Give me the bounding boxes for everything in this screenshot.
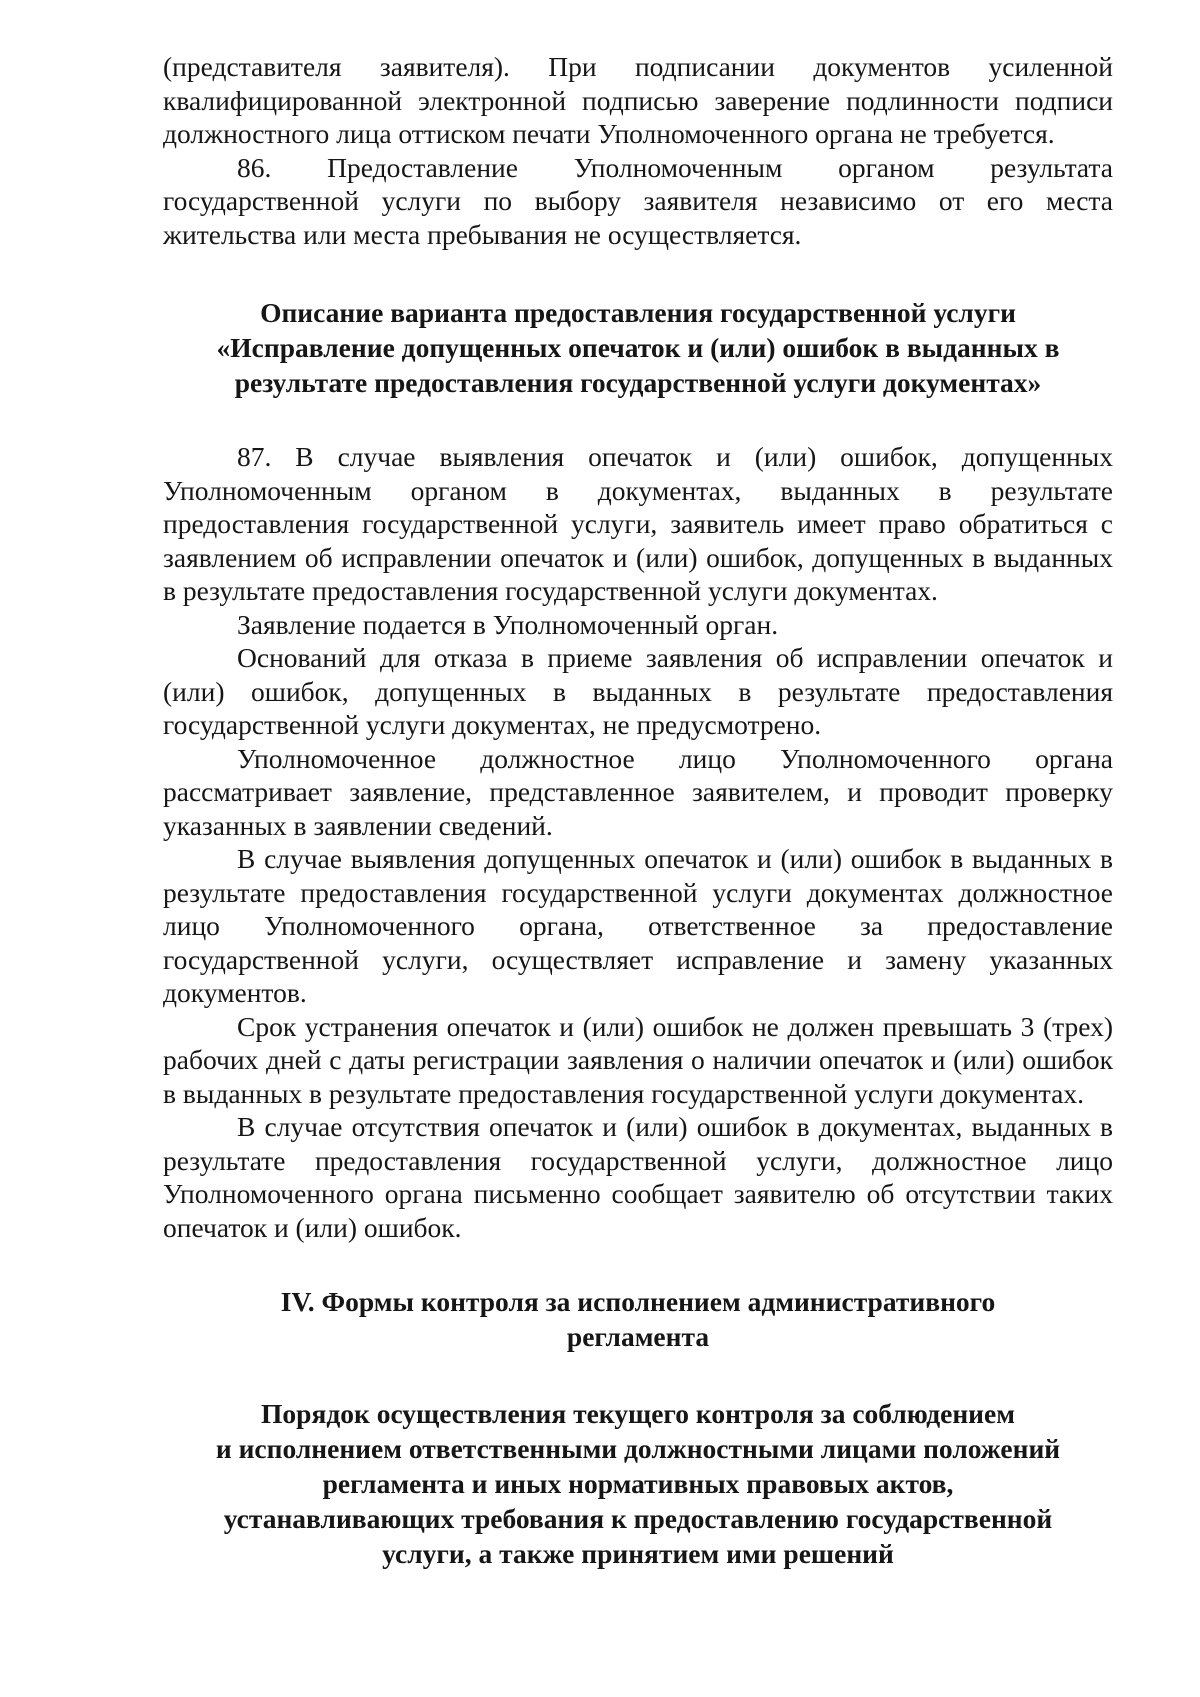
heading-line: услуги, а также принятием ими решений [382, 1538, 894, 1569]
paragraph-application-submission: Заявление подается в Уполномоченный орган. [237, 608, 779, 640]
paragraph-86: 86. Предоставление Уполномоченным органом результата государственной услуги по выбору заявителя независимо от его места жительства или места пребывания не осуществляется. [163, 151, 1113, 250]
heading-line: Порядок осуществления текущего контроля за соблюдением [261, 1398, 1015, 1429]
heading-line: Описание варианта предоставления государственной услуги [260, 297, 1016, 328]
paragraph-signature-continuation: (представителя заявителя). При подписании документов усиленной квалифицированной электронной подписью заверение подлинности подписи должностного лица оттиском печати Уполномоченного органа не требуется. [163, 51, 1113, 149]
paragraph-87: 87. В случае выявления опечаток и (или) ошибок, допущенных Уполномоченным органом в документах, выданных в результате предоставления государственной услуги, заявитель имеет право обратиться с заявлением об исправлении опечаток и (или) ошибок, допущенных в выданных в результате предоставления государственной услуги документах. [163, 441, 1113, 606]
heading-line: IV. Формы контроля за исполнением административного [280, 1286, 996, 1317]
paragraph-correction: В случае выявления допущенных опечаток и (или) ошибок в выданных в результате предоставления государственной услуги документах должностное лицо Уполномоченного органа, ответственное за предоставление государственной услуги, осуществляет исправление и замену указанных документов. [163, 843, 1113, 1008]
paragraph-no-errors: В случае отсутствия опечаток и (или) ошибок в документах, выданных в результате предоставления государственной услуги, должностное лицо Уполномоченного органа письменно сообщает заявителю об отсутствии таких опечаток и (или) ошибок. [163, 1111, 1113, 1243]
heading-line: устанавливающих требования к предоставлению государственной [223, 1503, 1053, 1534]
heading-line: регламента и иных нормативных правовых актов, [322, 1468, 954, 1499]
heading-line: «Исправление допущенных опечаток и (или) ошибок в выданных в [216, 332, 1060, 363]
heading-line: и исполнением ответственными должностными лицами положений [215, 1433, 1061, 1464]
heading-line: регламента [566, 1321, 710, 1352]
heading-line: результате предоставления государственной услуги документах» [234, 367, 1042, 398]
paragraph-refusal-grounds: Оснований для отказа в приеме заявления об исправлении опечаток и (или) ошибок, допущенных в выданных в результате предоставления государственной услуги документах, не предусмотрено. [163, 642, 1113, 740]
section-heading-correction-variant [163, 295, 1113, 400]
document-page [163, 50, 1113, 1571]
section-heading-iv [163, 1284, 1113, 1354]
section-heading-current-control [163, 1396, 1113, 1571]
paragraph-deadline: Срок устранения опечаток и (или) ошибок не должен превышать 3 (трех) рабочих дней с даты регистрации заявления о наличии опечаток и (или) ошибок в выданных в результате предоставления государственной услуги документах. [163, 1010, 1113, 1109]
paragraph-review: Уполномоченное должностное лицо Уполномоченного органа рассматривает заявление, представленное заявителем, и проводит проверку указанных в заявлении сведений. [163, 742, 1113, 841]
